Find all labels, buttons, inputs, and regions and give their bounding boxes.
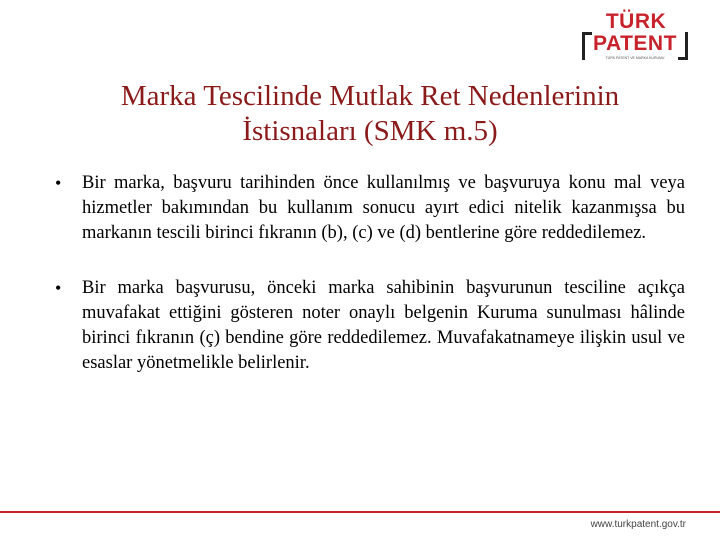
bullet-item-1	[55, 171, 685, 246]
logo-patent-text: PATENT	[593, 32, 677, 55]
bullet-text-1: Bir marka, başvuru tarihinden önce kullanılmış ve başvuruya konu mal veya hizmetler bakımından bu kullanım sonucu ayırt edici nitelik kazanmışsa bu markanın tescili birinci fıkranın (b), (c) ve (d) bentlerine göre reddedilemez.	[82, 173, 685, 243]
bullet-marker: •	[55, 278, 62, 298]
bullet-marker: •	[55, 173, 62, 193]
footer-url: www.turkpatent.gov.tr	[590, 519, 686, 530]
bullet-list	[55, 171, 685, 376]
logo-turk-text: TÜRK	[605, 10, 667, 33]
slide-title-line-2: İstisnaları (SMK m.5)	[242, 115, 498, 147]
bullet-item-2	[55, 276, 685, 376]
logo-subtitle: TÜRK PATENT VE MARKA KURUMU	[605, 56, 665, 60]
slide-title	[60, 79, 680, 149]
turk-patent-logo	[582, 10, 686, 64]
logo-bracket-frame	[582, 32, 688, 60]
footer-divider	[0, 511, 720, 513]
bullet-text-2: Bir marka başvurusu, önceki marka sahibinin başvurunun tesciline açıkça muvafakat ettiğini gösteren noter onaylı belgenin Kuruma sunulması hâlinde birinci fıkranın (ç) bendine göre reddedilemez. Muvafakatnameye ilişkin usul ve esaslar yönetmelikle belirlenir.	[82, 278, 685, 373]
slide-title-line-1: Marka Tescilinde Mutlak Ret Nedenlerinin	[120, 80, 620, 112]
